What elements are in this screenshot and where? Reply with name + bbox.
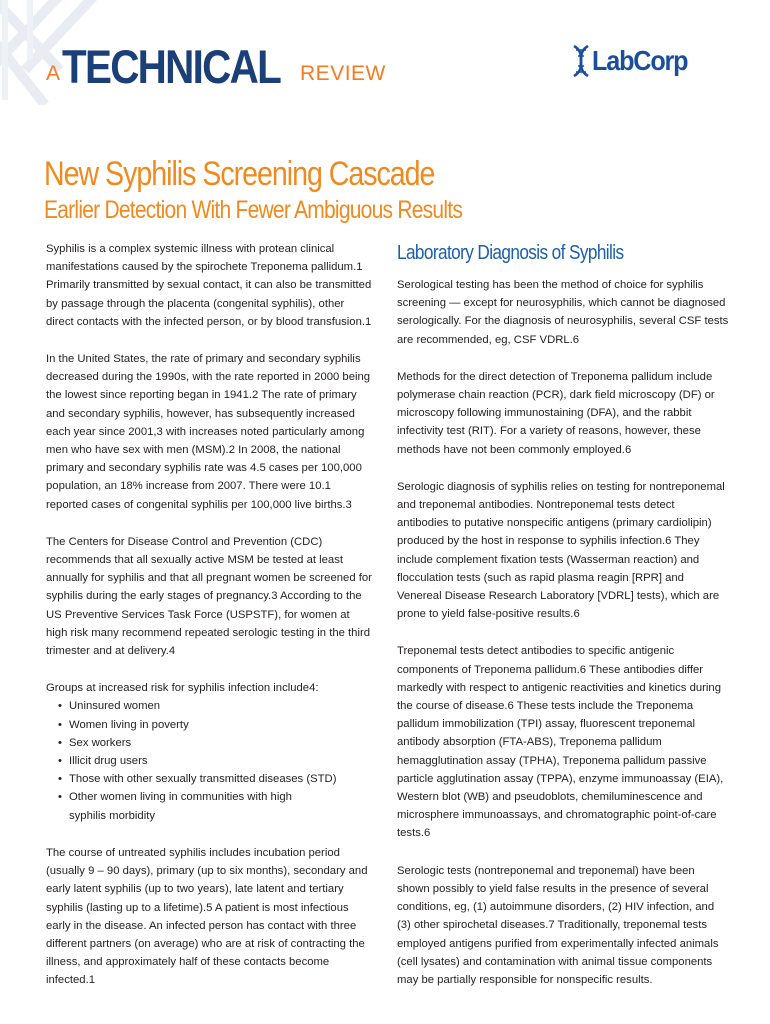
disease-course-paragraph: The course of untreated syphilis includes incubation period (usually 9 – 90 days), primary (up to six months), secondary and early latent syphilis (up to two years), late latent and tertiary syphilis (lasting up to a lifetime).5 A patient is most infectious early in the disease. An infected person has contact with three different partners (on average) who are at risk of contracting the illness, and approximately half of these contacts become infected.1: [46, 846, 368, 987]
list-item: • Women living in poverty: [62, 716, 372, 734]
logo-text: LabCorp: [592, 45, 688, 76]
risk-groups-list: [46, 697, 372, 824]
header-prefix: A: [46, 62, 61, 85]
us-rates-paragraph: In the United States, the rate of primary and secondary syphilis decreased during the 1990s, with the rate reported in 2000 being the lowest since reporting began in 1941.2 The rate of primary and secondary syphilis, however, has subsequently increased each year since 2001,3 with increases noted particularly among men who have sex with men (MSM).2 In 2008, the national primary and secondary syphilis rate was 4.5 cases per 100,000 population, an 18% increase from 2007. There were 10.1 reported cases of congenital syphilis per 100,000 live births.3: [46, 353, 371, 511]
page-subtitle: Earlier Detection With Fewer Ambiguous Results: [44, 196, 463, 224]
header-review: REVIEW: [300, 62, 386, 85]
treponemal-paragraph: Treponemal tests detect antibodies to specific antigenic components of Treponema pallidum.6 These antibodies differ markedly with respect to antigenic reactivities and kinetics during the course of disease.6 These tests include the Treponema pallidum immobilization (TPI) assay, fluorescent treponemal antibody absorption (FTA-ABS), Treponema pallidum hemagglutination assay (TPHA), Treponema pallidum passive particle agglutination assay (TPPA), enzyme immunoassay (EIA), Western blot (WB) and pseudoblots, chemiluminescence and microsphere immunoassays, and chromatographic point-of-care tests.6: [397, 645, 724, 840]
list-item: • Illicit drug users: [62, 752, 372, 770]
page-title: New Syphilis Screening Cascade: [44, 155, 435, 193]
intro-paragraph: Syphilis is a complex systemic illness with protean clinical manifestations caused by the spirochete Treponema pallidum.1 Primarily transmitted by sexual contact, it can also be transmitted by passage through the placenta (congenital syphilis), other direct contacts with the infected person, or by blood transfusion.1: [46, 243, 372, 328]
list-item: • Other women living in communities with high syphilis morbidity: [62, 788, 372, 824]
list-item: • Those with other sexually transmitted diseases (STD): [62, 770, 372, 788]
section-heading: Laboratory Diagnosis of Syphilis: [397, 242, 624, 264]
right-column: [397, 244, 729, 1008]
nontreponemal-paragraph: Serologic diagnosis of syphilis relies on testing for nontreponemal and treponemal antibodies. Nontreponemal tests detect antibodies to putative nonspecific antigens (primary cardiolipin) produced by the host in response to syphilis infection.6 They include complement fixation tests (Wasserman reaction) and flocculation tests (such as rapid plasma reagin [RPR] and Venereal Disease Research Laboratory [VDRL] tests), which are prone to yield false-positive results.6: [397, 480, 725, 621]
direct-detection-paragraph: Methods for the direct detection of Treponema pallidum include polymerase chain reaction (PCR), dark field microscopy (DF) or microscopy following immunostaining (DFA), and the rabbit infectivity test (RIT). For a variety of reasons, however, these methods have not been commonly employed.6: [397, 370, 715, 456]
labcorp-logo: [572, 44, 698, 78]
cdc-recommendations-paragraph: The Centers for Disease Control and Prevention (CDC) recommends that all sexually active MSM be tested at least annually for syphilis and that all pregnant women be screened for syphilis during the early stages of pregnancy.3 According to the US Preventive Services Task Force (USPSTF), for women at high risk many recommend repeated serologic testing in the third trimester and at delivery.4: [46, 535, 372, 658]
list-item: • Sex workers: [62, 734, 372, 752]
list-item: • Uninsured women: [62, 697, 372, 715]
header-technical: TECHNICAL: [62, 40, 281, 93]
dna-helix-icon: [572, 44, 590, 78]
serological-testing-paragraph: Serological testing has been the method of choice for syphilis screening — except for neurosyphilis, which cannot be diagnosed serologically. For the diagnosis of neurosyphilis, several CSF tests are recommended, eg, CSF VDRL.6: [397, 279, 729, 346]
risk-groups-intro: Groups at increased risk for syphilis infection include4:: [46, 682, 319, 695]
report-type-header: [46, 40, 386, 93]
left-column: [46, 240, 372, 1009]
false-results-paragraph: Serologic tests (nontreponemal and treponemal) have been shown possibly to yield false results in the presence of several conditions, eg, (1) autoimmune disorders, (2) HIV infection, and (3) other spirochetal diseases.7 Traditionally, treponemal tests employed antigens purified from experimentally infected animals (cell lysates) and contamination with animal tissue components may be partially responsible for nonspecific results.: [397, 864, 719, 986]
